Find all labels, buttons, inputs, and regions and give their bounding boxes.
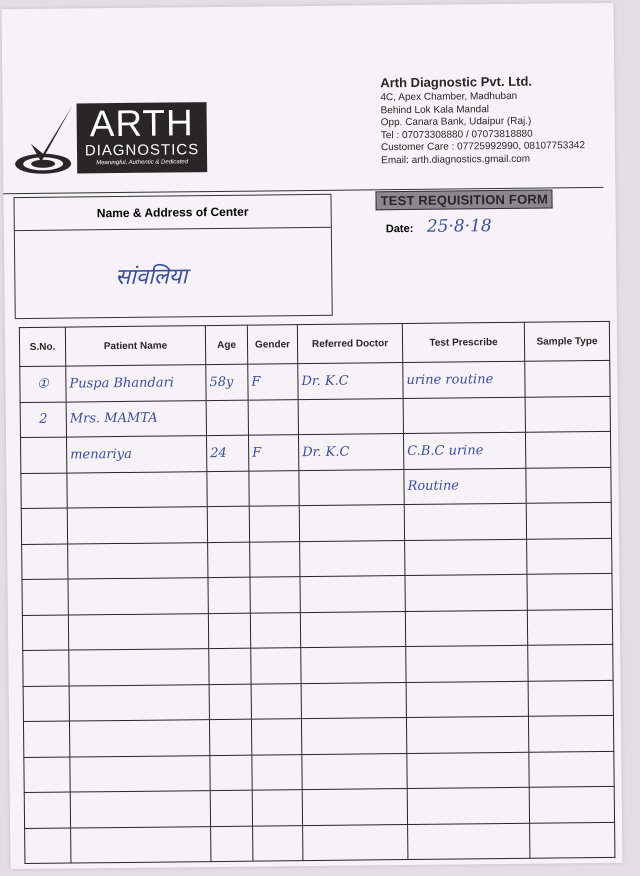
cell-patient-name <box>69 720 209 757</box>
cell-patient-name <box>70 791 210 828</box>
cell-referred-doctor <box>302 753 407 790</box>
cell-age <box>209 648 251 684</box>
cell-gender <box>248 399 298 435</box>
cell-sno <box>23 650 69 686</box>
cell-patient-name <box>68 542 208 579</box>
cell-test-prescribe: Routine <box>404 468 526 505</box>
cell-sno <box>22 615 68 651</box>
cell-gender <box>252 754 302 790</box>
cell-sample-type <box>529 751 614 787</box>
cell-test-prescribe: C.B.C urine <box>403 432 525 469</box>
cell-sample-type <box>527 609 612 645</box>
col-header-referred-doctor: Referred Doctor <box>297 324 402 364</box>
cell-sno: 2 <box>20 402 66 438</box>
cell-patient-name <box>68 613 208 650</box>
cell-test-prescribe <box>405 539 527 576</box>
cell-sample-type <box>527 538 612 574</box>
cell-sno <box>24 757 70 793</box>
cell-referred-doctor <box>300 611 405 648</box>
cell-patient-name: Puspa Bhandari <box>66 365 206 402</box>
cell-referred-doctor <box>301 718 406 755</box>
cell-test-prescribe <box>407 752 529 789</box>
logo-tagline: Meaningful, Authentic & Dedicated <box>96 159 189 167</box>
address-line: Opp. Canara Bank, Udaipur (Raj.) <box>380 115 532 129</box>
cell-referred-doctor <box>301 647 406 684</box>
col-header-sample-type: Sample Type <box>524 321 609 361</box>
cell-gender <box>252 790 302 826</box>
cell-sample-type <box>528 644 613 680</box>
cell-gender <box>250 577 300 613</box>
requisition-table <box>19 321 616 864</box>
cell-gender <box>251 719 301 755</box>
cell-patient-name <box>70 755 210 792</box>
table-row <box>22 538 612 580</box>
cell-referred-doctor <box>300 540 405 577</box>
date-value: 25·8·18 <box>426 216 492 237</box>
col-header-sno: S.No. <box>19 327 65 366</box>
cell-test-prescribe <box>404 503 526 540</box>
cell-gender: F <box>248 364 298 400</box>
cell-gender: F <box>248 435 298 471</box>
cell-test-prescribe <box>405 574 527 611</box>
table-row <box>21 502 611 544</box>
col-header-age: Age <box>205 325 247 364</box>
logo-word: ARTH <box>89 102 194 145</box>
cell-referred-doctor: Dr. K.C <box>298 363 403 400</box>
cell-age <box>210 790 252 826</box>
cell-sno <box>21 473 67 509</box>
form-title: TEST REQUISITION FORM <box>375 189 553 210</box>
table-row <box>24 786 614 828</box>
phone-line: Tel : 07073308880 / 07073818880 <box>380 128 533 142</box>
cell-patient-name <box>67 507 207 544</box>
cell-sample-type <box>528 680 613 716</box>
col-header-test-prescribe: Test Prescribe <box>402 322 524 362</box>
cell-sample-type <box>529 786 614 822</box>
address-line: Behind Lok Kala Mandal <box>380 103 490 116</box>
cell-sample-type <box>526 502 611 538</box>
cell-gender <box>250 541 300 577</box>
cell-sno: ① <box>20 366 66 402</box>
cell-age <box>208 613 250 649</box>
cell-patient-name <box>69 684 209 721</box>
cell-gender <box>251 683 301 719</box>
arth-logo <box>13 102 209 184</box>
cell-gender <box>249 506 299 542</box>
cell-sample-type <box>528 715 613 751</box>
cell-referred-doctor <box>302 789 407 826</box>
cell-test-prescribe <box>403 397 525 434</box>
cell-age <box>208 577 250 613</box>
table-row <box>22 573 612 615</box>
cell-sno <box>23 721 69 757</box>
cell-referred-doctor: Dr. K.C <box>298 434 403 471</box>
cell-age <box>211 826 253 862</box>
cell-age <box>206 400 248 436</box>
cell-patient-name <box>68 578 208 615</box>
email-line: Email: arth.diagnostics.gmail.com <box>381 153 531 167</box>
cell-sno <box>22 579 68 615</box>
company-name: Arth Diagnostic Pvt. Ltd. <box>380 73 533 91</box>
cell-sample-type <box>527 573 612 609</box>
cell-test-prescribe <box>406 645 528 682</box>
cell-referred-doctor <box>301 682 406 719</box>
cell-gender <box>253 825 303 861</box>
logo-wordmark <box>77 102 208 173</box>
cell-gender <box>249 470 299 506</box>
cell-sno <box>23 686 69 722</box>
center-handwritten-name: सांवलिया <box>115 264 188 291</box>
cell-age <box>208 542 250 578</box>
cell-referred-doctor <box>300 576 405 613</box>
company-address <box>380 73 611 168</box>
cell-test-prescribe <box>406 681 528 718</box>
cell-patient-name <box>69 649 209 686</box>
cell-sample-type <box>525 360 610 396</box>
cell-age <box>209 719 251 755</box>
col-header-patient-name: Patient Name <box>65 326 205 366</box>
address-line: 4C, Apex Chamber, Madhuban <box>380 90 518 104</box>
cell-patient-name: Mrs. MAMTA <box>66 400 206 437</box>
cell-sno <box>21 437 67 473</box>
cell-patient-name <box>67 471 207 508</box>
cell-patient-name <box>71 826 211 863</box>
cell-age <box>207 471 249 507</box>
center-title: Name & Address of Center <box>14 195 330 231</box>
cell-test-prescribe <box>405 610 527 647</box>
cell-test-prescribe <box>408 823 530 860</box>
cell-age <box>209 684 251 720</box>
requisition-paper <box>2 3 623 869</box>
customer-care-line: Customer Care : 07725992990, 08107753342 <box>380 140 586 154</box>
cell-gender <box>250 612 300 648</box>
cell-sample-type <box>525 396 610 432</box>
cell-gender <box>251 648 301 684</box>
cell-test-prescribe <box>407 787 529 824</box>
cell-sno <box>22 544 68 580</box>
cell-sno <box>21 508 67 544</box>
cell-age <box>210 755 252 791</box>
cell-referred-doctor <box>298 398 403 435</box>
logo-sub: DIAGNOSTICS <box>84 141 200 160</box>
cell-sno <box>25 828 71 864</box>
cell-referred-doctor <box>299 469 404 506</box>
cell-sample-type <box>525 431 610 467</box>
target-check-logo-icon <box>13 103 78 179</box>
cell-referred-doctor <box>299 505 404 542</box>
center-box <box>13 194 332 319</box>
date-label: Date: <box>385 222 414 236</box>
cell-age <box>207 506 249 542</box>
cell-test-prescribe: urine routine <box>403 361 525 398</box>
cell-test-prescribe <box>406 716 528 753</box>
cell-sno <box>24 792 70 828</box>
cell-sample-type <box>526 467 611 503</box>
cell-age: 58y <box>206 364 248 400</box>
cell-sample-type <box>530 822 615 858</box>
cell-referred-doctor <box>303 824 408 861</box>
table-header-row <box>19 321 609 366</box>
col-header-gender: Gender <box>247 325 297 365</box>
cell-patient-name: menariya <box>66 436 206 473</box>
table-row <box>25 822 615 864</box>
cell-age: 24 <box>206 435 248 471</box>
